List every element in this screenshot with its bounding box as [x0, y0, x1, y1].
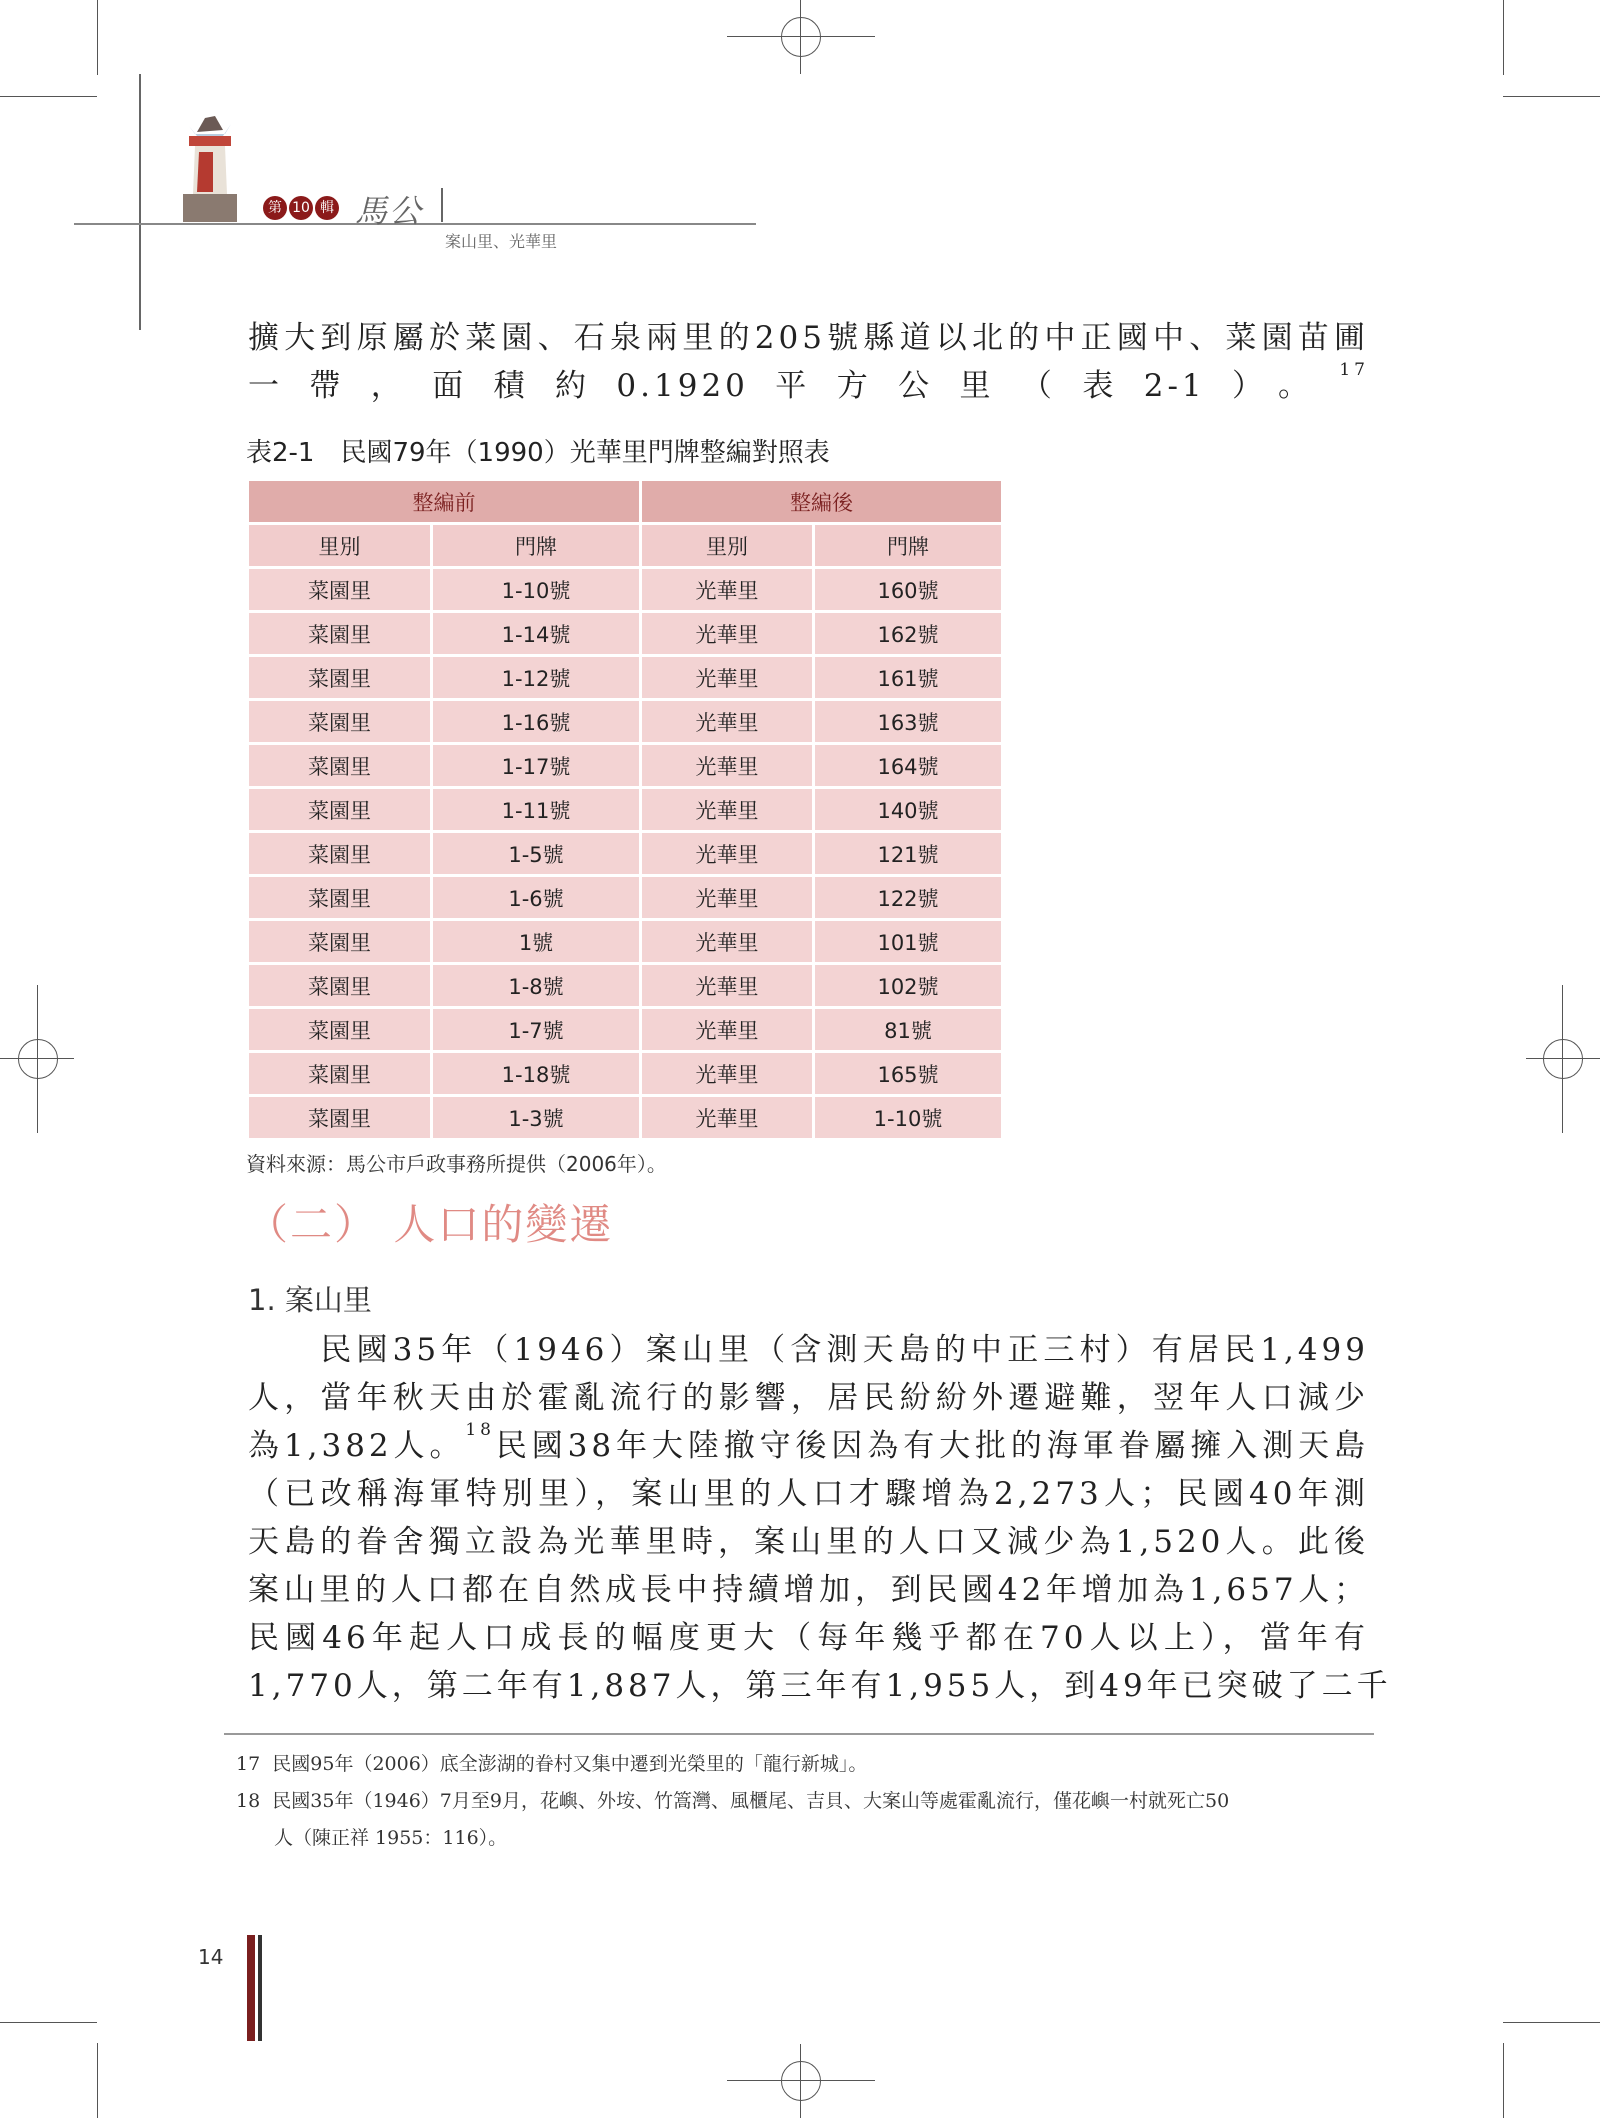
table-cell: 菜園里	[248, 964, 432, 1008]
table-row	[248, 700, 1003, 744]
table-cell: 164號	[814, 744, 1003, 788]
table-row	[248, 920, 1003, 964]
table-cell: 光華里	[641, 832, 814, 876]
table-cell: 光華里	[641, 568, 814, 612]
column-header: 里別	[641, 524, 814, 568]
column-header: 門牌	[814, 524, 1003, 568]
subsection-heading: 1. 案山里	[248, 1283, 372, 1317]
table-caption: 表2-1 民國79年（1990）光華里門牌整編對照表	[246, 438, 830, 468]
table-cell: 1-12號	[432, 656, 641, 700]
table-cell: 1-5號	[432, 832, 641, 876]
table-cell: 1-3號	[432, 1096, 641, 1140]
table-cell: 121號	[814, 832, 1003, 876]
text-line: 1,770人，第二年有1,887人，第三年有1,955人，到49年已突破了二千	[248, 1668, 1392, 1704]
table-cell: 161號	[814, 656, 1003, 700]
table-cell: 165號	[814, 1052, 1003, 1096]
table-cell: 1-8號	[432, 964, 641, 1008]
series-title: 馬公	[355, 192, 424, 230]
footnote	[236, 1783, 1229, 1857]
table-cell: 1-18號	[432, 1052, 641, 1096]
column-header: 里別	[248, 524, 432, 568]
table-cell: 菜園里	[248, 744, 432, 788]
table-row	[248, 1052, 1003, 1096]
volume-badge	[263, 196, 339, 220]
table-cell: 菜園里	[248, 568, 432, 612]
table-cell: 1-16號	[432, 700, 641, 744]
table-row	[248, 964, 1003, 1008]
text-line: 天島的眷舍獨立設為光華里時，案山里的人口又減少為1,520人。此後	[248, 1524, 1369, 1560]
text-line: 人，當年秋天由於霍亂流行的影響，居民紛紛外遷避難，翌年人口減少	[248, 1380, 1369, 1416]
table-cell: 1-11號	[432, 788, 641, 832]
table-cell: 162號	[814, 612, 1003, 656]
table-cell: 140號	[814, 788, 1003, 832]
text-line: 民國35年（1946）案山里（含測天島的中正三村）有居民1,499	[248, 1332, 1369, 1368]
footnote-text: 民國35年（1946）7月至9月，花嶼、外垵、竹篙灣、風櫃尾、吉貝、大案山等處霍亂流行，僅花嶼一村就死亡50	[272, 1790, 1230, 1812]
footnote-ref[interactable]: 18	[465, 1420, 495, 1440]
group-header: 整編前	[248, 480, 641, 524]
table-row	[248, 788, 1003, 832]
table-cell: 光華里	[641, 1008, 814, 1052]
table-row	[248, 568, 1003, 612]
table-cell: 菜園里	[248, 656, 432, 700]
table-cell: 光華里	[641, 876, 814, 920]
group-header: 整編後	[641, 480, 1003, 524]
table-cell: 菜園里	[248, 612, 432, 656]
intro-paragraph	[248, 314, 1369, 410]
table-row	[248, 832, 1003, 876]
footnote-ref[interactable]: 17	[1339, 360, 1369, 380]
table-cell: 光華里	[641, 788, 814, 832]
table-cell: 101號	[814, 920, 1003, 964]
footnote-text: 民國95年（2006）底全澎湖的眷村又集中遷到光榮里的「龍行新城」。	[272, 1753, 868, 1775]
table-row	[248, 656, 1003, 700]
table-cell: 光華里	[641, 964, 814, 1008]
table-cell: 光華里	[641, 656, 814, 700]
page-bar	[247, 1935, 258, 2041]
table-cell: 122號	[814, 876, 1003, 920]
table-cell: 菜園里	[248, 1096, 432, 1140]
footnote	[236, 1746, 867, 1783]
text-line: 民國46年起人口成長的幅度更大（每年幾乎都在70人以上），當年有	[248, 1620, 1369, 1656]
page-number: 14	[198, 1945, 224, 1969]
table-cell: 1-10號	[432, 568, 641, 612]
table-cell: 菜園里	[248, 700, 432, 744]
table-cell: 1-10號	[814, 1096, 1003, 1140]
house-number-table	[246, 478, 1004, 1141]
footnote-number: 17	[236, 1753, 261, 1775]
table-row	[248, 612, 1003, 656]
table-row	[248, 1096, 1003, 1140]
text-line: 案山里的人口都在自然成長中持續增加，到民國42年增加為1,657人；	[248, 1572, 1369, 1608]
table-cell: 163號	[814, 700, 1003, 744]
table-row	[248, 744, 1003, 788]
text-line: （已改稱海軍特別里），案山里的人口才驟增為2,273人；民國40年測	[248, 1476, 1369, 1512]
text-line: 一帶，面積約0.1920平方公里（表2-1）。	[248, 368, 1340, 404]
population-paragraph	[248, 1326, 1392, 1710]
table-cell: 光華里	[641, 700, 814, 744]
badge-char: 10	[289, 196, 313, 220]
table-cell: 菜園里	[248, 1008, 432, 1052]
table-cell: 光華里	[641, 744, 814, 788]
section-heading: （二） 人口的變遷	[246, 1200, 614, 1249]
table-cell: 160號	[814, 568, 1003, 612]
table-cell: 菜園里	[248, 788, 432, 832]
table-cell: 光華里	[641, 1052, 814, 1096]
table-cell: 光華里	[641, 920, 814, 964]
table-cell: 菜園里	[248, 920, 432, 964]
table-cell: 1-14號	[432, 612, 641, 656]
table-cell: 81號	[814, 1008, 1003, 1052]
table-cell: 菜園里	[248, 876, 432, 920]
monument-logo	[175, 112, 245, 224]
table-cell: 1-6號	[432, 876, 641, 920]
table-cell: 1號	[432, 920, 641, 964]
badge-char: 第	[263, 196, 287, 220]
table-cell: 菜園里	[248, 832, 432, 876]
running-subtitle: 案山里、光華里	[445, 232, 558, 251]
table-cell: 1-7號	[432, 1008, 641, 1052]
table-cell: 菜園里	[248, 1052, 432, 1096]
table-row	[248, 876, 1003, 920]
text-line: 為1,382人。$^{18}$民國38年大陸撤守後因為有大批的海軍眷屬擁入測天島	[248, 1420, 1369, 1464]
table-cell: 1-17號	[432, 744, 641, 788]
footnote-divider	[224, 1733, 1374, 1735]
text-line: 擴大到原屬於菜園、石泉兩里的205號縣道以北的中正國中、菜園苗圃	[248, 320, 1369, 356]
table-source: 資料來源：馬公市戶政事務所提供（2006年）。	[246, 1152, 667, 1176]
footnote-text: 人（陳正祥 1955：116）。	[274, 1827, 508, 1849]
badge-char: 輯	[315, 196, 339, 220]
table-row	[248, 1008, 1003, 1052]
column-header: 門牌	[432, 524, 641, 568]
table-cell: 光華里	[641, 1096, 814, 1140]
table-cell: 102號	[814, 964, 1003, 1008]
footnote-number: 18	[236, 1790, 261, 1812]
table-cell: 光華里	[641, 612, 814, 656]
